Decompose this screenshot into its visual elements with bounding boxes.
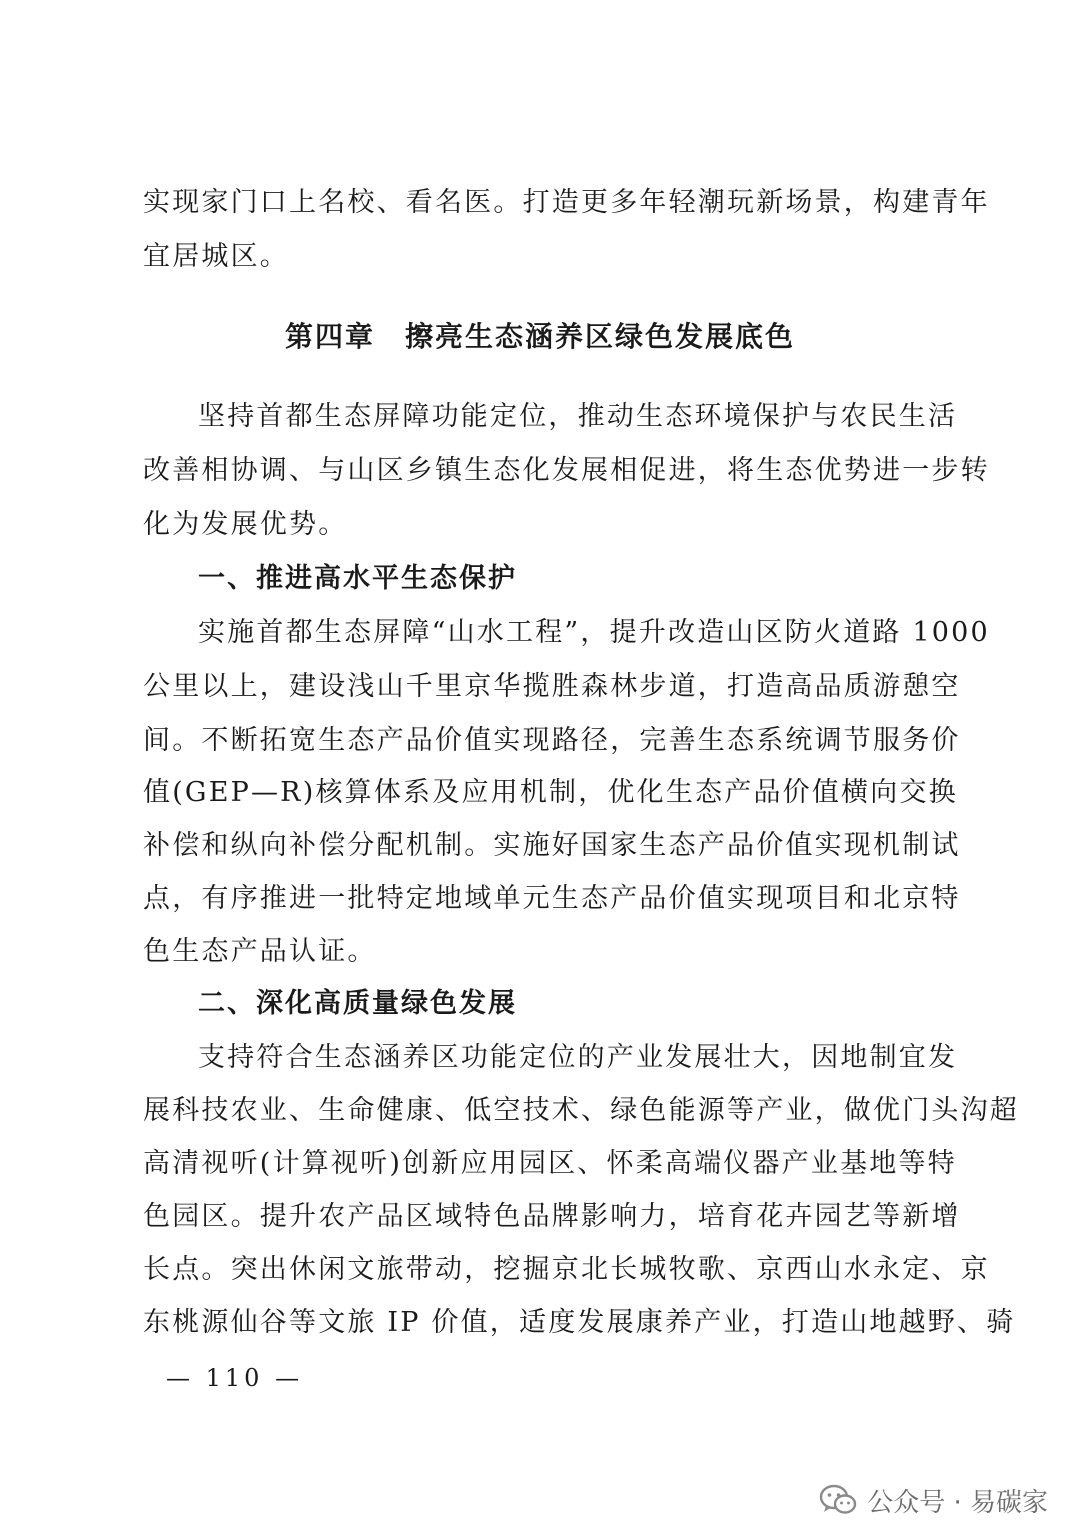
chapter-title: [0, 310, 1080, 364]
section-2-line: 长点。突出休闲文旅带动，挖掘京北长城牧歌、京西山水永定、京: [143, 1254, 990, 1285]
section-1-line: 间。不断拓宽生态产品价值实现路径，完善生态系统调节服务价: [143, 725, 961, 756]
wechat-icon: [819, 1483, 857, 1517]
section-2-line: 东桃源仙谷等文旅 IP 价值，适度发展康养产业，打造山地越野、骑: [143, 1307, 1016, 1338]
section-2-line: 高清视听(计算视听)创新应用园区、怀柔高端仪器产业基地等特: [143, 1148, 957, 1179]
section-1-line: 公里以上，建设浅山千里京华揽胜森林步道，打造高品质游憩空: [143, 671, 961, 702]
page-number: — 110 —: [166, 1364, 304, 1392]
section-2-line: 色园区。提升农产品区域特色品牌影响力，培育花卉园艺等新增: [143, 1201, 961, 1232]
chapter-name: 擦亮生态涵养区绿色发展底色: [405, 320, 796, 353]
section-1-heading: 一、推进高水平生态保护: [198, 563, 517, 594]
chapter-intro-line: 改善相协调、与山区乡镇生态化发展相促进，将生态优势进一步转: [143, 455, 990, 486]
chapter-intro-line: 坚持首都生态屏障功能定位，推动生态环境保护与农民生活: [198, 401, 958, 432]
section-2-heading: 二、深化高质量绿色发展: [198, 988, 517, 1019]
section-1-line: 点，有序推进一批特定地域单元生态产品价值实现项目和北京特: [143, 883, 961, 914]
section-1-line: 值(GEP—R)核算体系及应用机制，优化生态产品价值横向交换: [143, 777, 958, 808]
section-2-line: 展科技农业、生命健康、低空技术、绿色能源等产业，做优门头沟超: [143, 1095, 1019, 1126]
chapter-number: 第四章: [284, 320, 375, 353]
section-1-line: 补偿和纵向补偿分配机制。实施好国家生态产品价值实现机制试: [143, 830, 961, 861]
section-2-line: 支持符合生态涵养区功能定位的产业发展壮大，因地制宜发: [198, 1042, 958, 1073]
intro-line-2: 宜居城区。: [143, 241, 289, 272]
watermark: [819, 1480, 1048, 1520]
intro-line-1: 实现家门口上名校、看名医。打造更多年轻潮玩新场景，构建青年: [143, 187, 990, 218]
chapter-intro-line: 化为发展优势。: [143, 509, 348, 540]
section-1-line: 实施首都生态屏障“山水工程”，提升改造山区防火道路 1000: [198, 617, 990, 648]
watermark-text: 公众号 · 易碳家: [867, 1487, 1048, 1518]
section-1-line: 色生态产品认证。: [143, 936, 377, 967]
